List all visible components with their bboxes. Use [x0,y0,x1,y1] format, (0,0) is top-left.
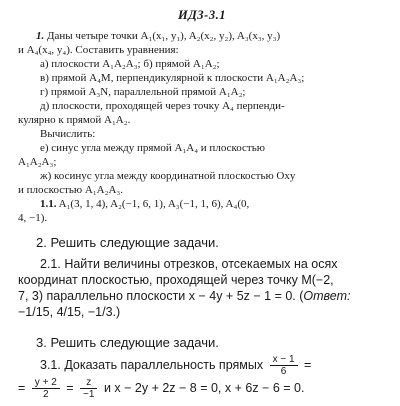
problem-1 [18,29,386,225]
problem-3-1-line: = $\frac{y + 2}{2}$ = $\frac{z}{-1}$ и x − 2y + 2z − 8 = 0, x + 6z − 6 = 0. [18,377,305,400]
problem-2-1-line: координат плоскостью, проходящей через точку M(−2, [18,273,334,287]
fraction: $\frac{z}{-1}$ [80,377,97,400]
example-1-1: 1.1. A₁(3, 1, 4), A₂(−1, 6, 1), A₃(−1, 1, 6), A₄(0, [40,198,250,210]
problem-1-line: ж) косинус угла между координатной плоскостью Oxy [40,170,296,182]
section-3-heading: 3. Решить следующие задачи. [36,335,219,350]
doc-title: ИДЗ-3.1 [178,8,226,22]
problem-1-line: а) плоскости A₁A₂A₃; б) прямой A₁A₂; [40,58,220,70]
problem-1-line: е) синус угла между прямой A₁A₄ и плоскостью [40,142,265,154]
problem-1-line: Вычислить: [40,128,96,140]
example-number: 1.1. [40,198,57,210]
problem-1-line: кулярно к прямой A₁A₂. [18,114,131,126]
problem-2-1-line: 2.1. Найти величины отрезков, отсекаемых на осях [40,257,338,271]
section-2-heading: 2. Решить следующие задачи. [36,235,219,250]
problem-1-line: и плоскостью A₁A₂A₃. [18,184,123,196]
problem-1-line: A₁A₂A₃; [18,156,57,168]
fraction: $\frac{y + 2}{2}$ [32,377,60,400]
problem-1-line: г) прямой A₃N, параллельной прямой A₁A₂; [40,86,246,98]
problem-3-1-line: 3.1. Доказать параллельность прямых $\frac{x - 1}{6}$ = [40,354,312,377]
answer-label: Ответ: [303,289,351,303]
problem-1-number: 1. [36,30,45,42]
section-2 [18,234,386,320]
fraction: $\frac{x - 1}{6}$ [270,354,298,377]
problem-2-1-line: 7, 3) параллельно плоскости x − 4y + 5z − 1 = 0. (Ответ: [18,289,351,303]
section-3 [18,334,386,400]
problem-1-line: 1. Даны четыре точки A₁(x₁, y₁), A₂(x₂, y₂), A₃(x₃, y₃) [36,30,281,42]
problem-2-1-answer: −1/15, 4/15, −1/3.) [18,305,121,319]
problem-1-line: д) плоскости, проходящей через точку A₄ перпенди- [40,100,285,112]
example-1-1-cont: 4, −1). [18,212,48,224]
problem-1-line: и A₄(x₄, y₄). Составить уравнения: [18,44,179,56]
problem-1-line: в) прямой A₄M, перпендикулярной к плоскости A₁A₂A₃; [40,72,305,84]
